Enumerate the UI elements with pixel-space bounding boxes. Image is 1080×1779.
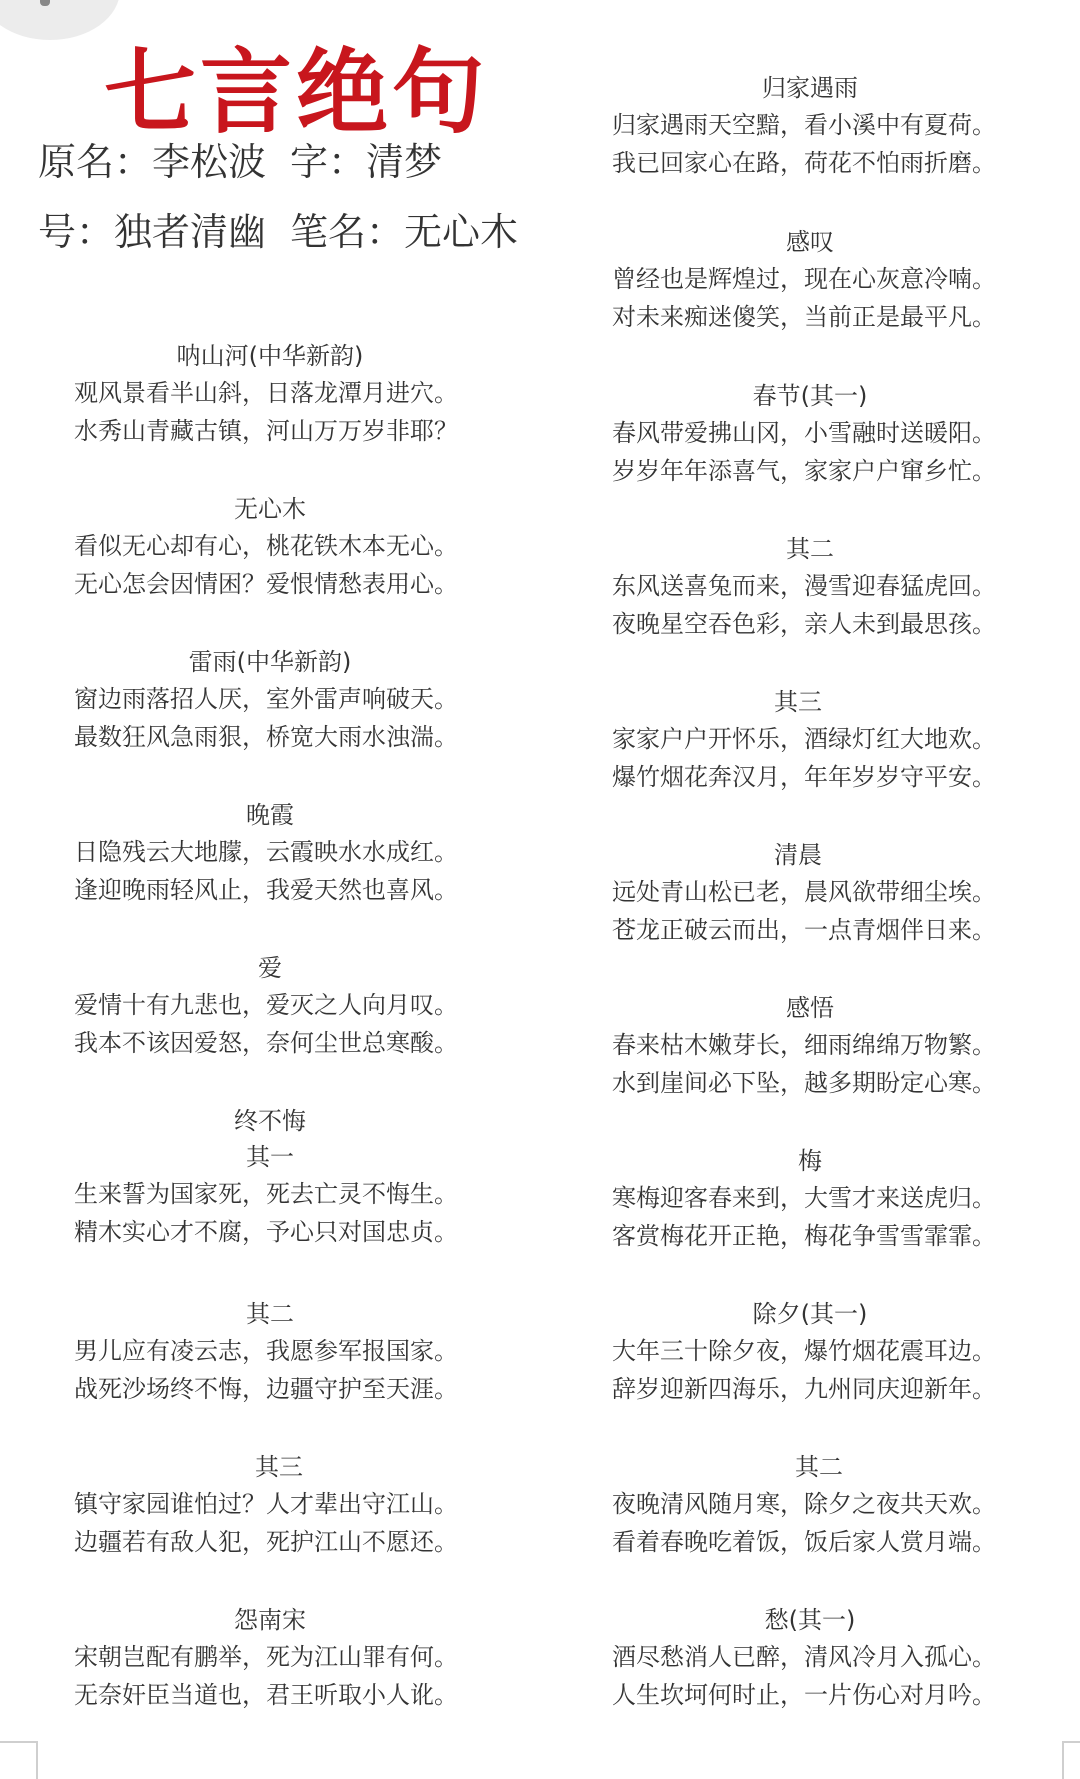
poem-title: 感悟 xyxy=(786,994,834,1022)
poem-line: 水到崖间必下坠，越多期盼定心寒。 xyxy=(612,1069,996,1097)
poem xyxy=(540,1602,1080,1714)
poem xyxy=(540,224,1080,336)
poem-line: 最数狂风急雨狠，桥宽大雨水浊湍。 xyxy=(74,723,458,751)
page-corner-mark-right xyxy=(1062,1741,1080,1779)
poem-line: 无心怎会因情困？爱恨情愁表用心。 xyxy=(74,570,458,598)
poem xyxy=(540,1296,1080,1408)
courtesy-label: 字： xyxy=(290,140,367,184)
poem-line: 春风带爱拂山冈，小雪融时送暖阳。 xyxy=(612,419,996,447)
poem-title: 其二 xyxy=(786,535,834,563)
poem-line: 爱情十有九悲也，爱灭之人向月叹。 xyxy=(74,991,458,1019)
poem-line: 岁岁年年添喜气，家家户户窜乡忙。 xyxy=(612,457,996,485)
poem-line: 日隐残云大地朦，云霞映水水成红。 xyxy=(74,838,458,866)
poem-title: 除夕(其一) xyxy=(752,1300,868,1328)
page-title: 七言绝句 xyxy=(104,39,489,146)
poem-title: 呐山河(中华新韵) xyxy=(176,342,364,370)
poem xyxy=(0,338,540,450)
poem-title: 梅 xyxy=(798,1147,822,1175)
poem-line: 无奈奸臣当道也，君王听取小人讹。 xyxy=(74,1681,458,1709)
poem-title: 终不悔 xyxy=(234,1107,306,1135)
poem-line: 精木实心才不腐，予心只对国忠贞。 xyxy=(74,1218,458,1246)
poem xyxy=(540,70,1080,182)
poem-title: 雷雨(中华新韵) xyxy=(188,648,352,676)
poem xyxy=(540,1143,1080,1255)
poem-line: 镇守家园谁怕过？人才辈出守江山。 xyxy=(74,1490,458,1518)
pen-name: 无心木 xyxy=(404,210,519,254)
poem-line: 归家遇雨天空黯，看小溪中有夏荷。 xyxy=(612,111,996,139)
poem xyxy=(0,644,540,756)
poem-title: 其二 xyxy=(246,1300,294,1328)
poem xyxy=(540,837,1080,949)
poem-title: 其三 xyxy=(774,688,822,716)
poem xyxy=(0,797,540,909)
poem xyxy=(0,1103,540,1251)
poem xyxy=(540,684,1080,796)
poem-line: 观风景看半山斜，日落龙潭月进穴。 xyxy=(74,379,458,407)
poem-title: 怨南宋 xyxy=(234,1606,306,1634)
poem xyxy=(0,491,540,603)
poem-line: 家家户户开怀乐，酒绿灯红大地欢。 xyxy=(612,725,996,753)
original-name-label: 原名： xyxy=(38,140,153,184)
poem-line: 水秀山青藏古镇，河山万万岁非耶？ xyxy=(74,417,458,445)
poem xyxy=(0,1449,540,1561)
poem xyxy=(0,950,540,1062)
poem-title: 春节(其一) xyxy=(752,382,868,410)
poem-line: 对未来痴迷傻笑，当前正是最平凡。 xyxy=(612,303,996,331)
poem xyxy=(540,990,1080,1102)
poem-line: 大年三十除夕夜，爆竹烟花震耳边。 xyxy=(612,1337,996,1365)
poem-title: 感叹 xyxy=(786,228,834,256)
poem xyxy=(0,1296,540,1408)
poem-line: 生来誓为国家死，死去亡灵不悔生。 xyxy=(74,1180,458,1208)
poem-line: 东风送喜兔而来，漫雪迎春猛虎回。 xyxy=(612,572,996,600)
poem-line: 辞岁迎新四海乐，九州同庆迎新年。 xyxy=(612,1375,996,1403)
poem-line: 爆竹烟花奔汉月，年年岁岁守平安。 xyxy=(612,763,996,791)
courtesy-name: 清梦 xyxy=(366,140,443,184)
poem-line: 战死沙场终不悔，边疆守护至天涯。 xyxy=(74,1375,458,1403)
poem-title: 归家遇雨 xyxy=(762,74,858,102)
poem xyxy=(540,531,1080,643)
poem-line: 宋朝岂配有鹏举，死为江山罪有何。 xyxy=(74,1643,458,1671)
poem-line: 客赏梅花开正艳，梅花争雪雪霏霏。 xyxy=(612,1222,996,1250)
right-column xyxy=(540,0,1080,1779)
poem-line: 我已回家心在路，荷花不怕雨折磨。 xyxy=(612,149,996,177)
pen-name-label: 笔名： xyxy=(290,210,405,254)
original-name: 李松波 xyxy=(152,140,267,184)
poem-title: 其二 xyxy=(795,1453,843,1481)
poem-title: 愁(其一) xyxy=(764,1606,856,1634)
poem-line: 远处青山松已老，晨风欲带细尘埃。 xyxy=(612,878,996,906)
poem-title: 其三 xyxy=(255,1453,303,1481)
poem-title: 无心木 xyxy=(234,495,306,523)
page-corner-mark-left xyxy=(0,1741,38,1779)
poem-line: 窗边雨落招人厌，室外雷声响破天。 xyxy=(74,685,458,713)
poem-line: 人生坎坷何时止，一片伤心对月吟。 xyxy=(612,1681,996,1709)
poem-line: 酒尽愁消人已醉，清风冷月入孤心。 xyxy=(612,1643,996,1671)
poem-line: 我本不该因爱怒，奈何尘世总寒酸。 xyxy=(74,1029,458,1057)
poem-title: 清晨 xyxy=(774,841,822,869)
poem-line: 夜晚星空吞色彩，亲人未到最思孩。 xyxy=(612,610,996,638)
poem-line: 看着春晚吃着饭，饭后家人赏月端。 xyxy=(612,1528,996,1556)
poem-line: 春来枯木嫩芽长，细雨绵绵万物繁。 xyxy=(612,1031,996,1059)
poem-title: 晚霞 xyxy=(246,801,294,829)
poem-line: 男儿应有凌云志，我愿参军报国家。 xyxy=(74,1337,458,1365)
art-name-label: 号： xyxy=(38,210,115,254)
poem-title: 爱 xyxy=(258,954,282,982)
poem-line: 看似无心却有心，桃花铁木本无心。 xyxy=(74,532,458,560)
poem-line: 边疆若有敌人犯，死护江山不愿还。 xyxy=(74,1528,458,1556)
art-name: 独者清幽 xyxy=(114,210,267,254)
poem-line: 曾经也是辉煌过，现在心灰意冷喃。 xyxy=(612,265,996,293)
poem xyxy=(540,378,1080,490)
poem xyxy=(540,1449,1080,1561)
poem-subtitle: 其一 xyxy=(246,1143,294,1171)
poem-line: 夜晚清风随月寒，除夕之夜共天欢。 xyxy=(612,1490,996,1518)
poem xyxy=(0,1602,540,1714)
poem-line: 逢迎晚雨轻风止，我爱天然也喜风。 xyxy=(74,876,458,904)
poem-line: 寒梅迎客春来到，大雪才来送虎归。 xyxy=(612,1184,996,1212)
poem-line: 苍龙正破云而出，一点青烟伴日来。 xyxy=(612,916,996,944)
